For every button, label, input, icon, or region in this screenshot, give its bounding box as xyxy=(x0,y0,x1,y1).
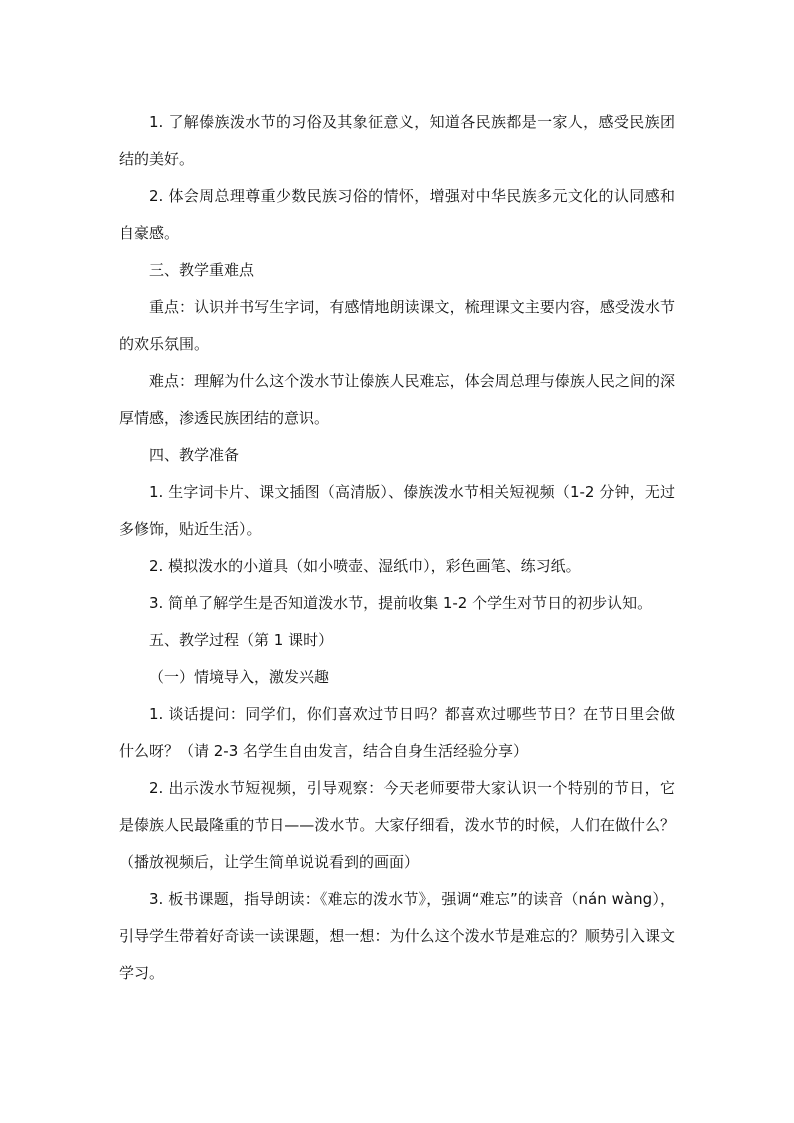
paragraph-process-2: 2. 出示泼水节短视频，引导观察：今天老师要带大家认识一个特别的节日，它是傣族人民最隆重的节日——泼水节。大家仔细看，泼水节的时候，人们在做什么？（播放视频后，让学生简单说说看到的画面） xyxy=(119,779,675,871)
paragraph-prep-3: 3. 简单了解学生是否知道泼水节，提前收集 1-2 个学生对节日的初步认知。 xyxy=(149,594,653,612)
section-heading-process: 五、教学过程（第 1 课时） xyxy=(149,631,334,649)
paragraph-key-point: 重点：认识并书写生字词，有感情地朗读课文，梳理课文主要内容，感受泼水节的欢乐氛围。 xyxy=(119,298,675,353)
subsection-heading-intro: （一）情境导入，激发兴趣 xyxy=(149,668,330,686)
section-heading-preparation: 四、教学准备 xyxy=(149,446,240,464)
document-body xyxy=(119,104,675,992)
paragraph-goal-2: 2. 体会周总理尊重少数民族习俗的情怀，增强对中华民族多元文化的认同感和自豪感。 xyxy=(119,187,675,242)
paragraph-goal-1: 1. 了解傣族泼水节的习俗及其象征意义，知道各民族都是一家人，感受民族团结的美好。 xyxy=(119,113,675,168)
paragraph-process-1: 1. 谈话提问：同学们，你们喜欢过节日吗？都喜欢过哪些节日？在节日里会做什么呀？（请 2-3 名学生自由发言，结合自身生活经验分享） xyxy=(119,705,675,760)
paragraph-prep-1: 1. 生字词卡片、课文插图（高清版）、傣族泼水节相关短视频（1-2 分钟，无过多修饰，贴近生活）。 xyxy=(119,483,675,538)
section-heading-key-points: 三、教学重难点 xyxy=(149,261,255,279)
paragraph-prep-2: 2. 模拟泼水的小道具（如小喷壶、湿纸巾），彩色画笔、练习纸。 xyxy=(149,557,581,575)
paragraph-difficulty: 难点：理解为什么这个泼水节让傣族人民难忘，体会周总理与傣族人民之间的深厚情感，渗透民族团结的意识。 xyxy=(119,372,675,427)
paragraph-process-3: 3. 板书课题，指导朗读：《难忘的泼水节》，强调“难忘”的读音（nán wàng），引导学生带着好奇读一读课题，想一想：为什么这个泼水节是难忘的？顺势引入课文学习。 xyxy=(119,890,675,982)
